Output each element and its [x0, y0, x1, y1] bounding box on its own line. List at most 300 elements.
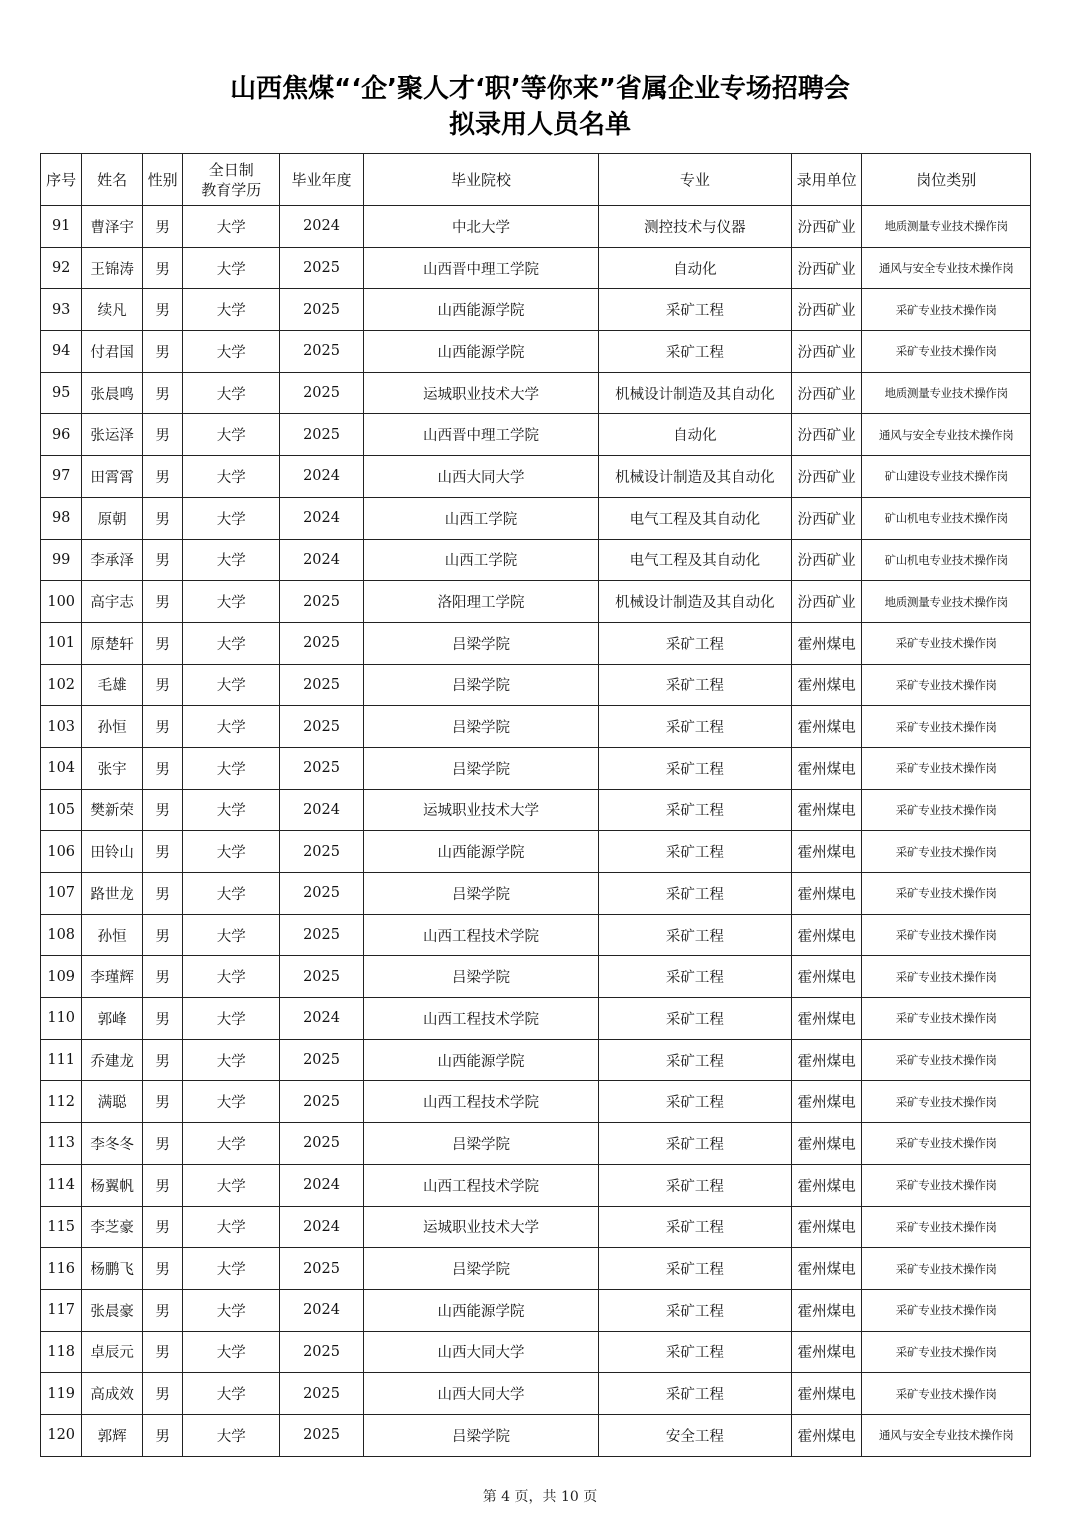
cell-education: 大学: [183, 956, 280, 998]
cell-school: 山西工学院: [363, 497, 598, 539]
cell-grad-year: 2025: [280, 1373, 364, 1415]
cell-post-type: 采矿专业技术操作岗: [862, 1248, 1031, 1290]
cell-major: 安全工程: [599, 1414, 792, 1456]
cell-employer: 汾西矿业: [791, 206, 862, 248]
header-major: 专业: [599, 154, 792, 206]
cell-name: 原楚轩: [82, 622, 143, 664]
cell-grad-year: 2025: [280, 1414, 364, 1456]
cell-index: 109: [41, 956, 82, 998]
cell-post-type: 地质测量专业技术操作岗: [862, 206, 1031, 248]
cell-gender: 男: [142, 1414, 182, 1456]
cell-grad-year: 2025: [280, 331, 364, 373]
cell-grad-year: 2025: [280, 914, 364, 956]
cell-major: 机械设计制造及其自动化: [599, 456, 792, 498]
cell-education: 大学: [183, 456, 280, 498]
cell-index: 103: [41, 706, 82, 748]
cell-school: 山西工学院: [363, 539, 598, 581]
cell-post-type: 采矿专业技术操作岗: [862, 289, 1031, 331]
cell-grad-year: 2025: [280, 873, 364, 915]
cell-post-type: 采矿专业技术操作岗: [862, 914, 1031, 956]
table-row: [41, 539, 1031, 581]
cell-index: 120: [41, 1414, 82, 1456]
table-row: [41, 831, 1031, 873]
cell-employer: 霍州煤电: [791, 1289, 862, 1331]
cell-gender: 男: [142, 1039, 182, 1081]
cell-index: 101: [41, 622, 82, 664]
cell-school: 山西晋中理工学院: [363, 414, 598, 456]
cell-education: 大学: [183, 206, 280, 248]
cell-index: 111: [41, 1039, 82, 1081]
cell-school: 吕梁学院: [363, 1414, 598, 1456]
cell-education: 大学: [183, 1206, 280, 1248]
table-row: [41, 456, 1031, 498]
cell-school: 山西晋中理工学院: [363, 247, 598, 289]
cell-employer: 霍州煤电: [791, 706, 862, 748]
table-row: [41, 747, 1031, 789]
table-row: [41, 1164, 1031, 1206]
cell-gender: 男: [142, 664, 182, 706]
cell-employer: 霍州煤电: [791, 914, 862, 956]
cell-index: 94: [41, 331, 82, 373]
cell-grad-year: 2024: [280, 1289, 364, 1331]
cell-school: 吕梁学院: [363, 1123, 598, 1165]
cell-school: 山西能源学院: [363, 289, 598, 331]
cell-index: 110: [41, 998, 82, 1040]
cell-post-type: 矿山建设专业技术操作岗: [862, 456, 1031, 498]
cell-name: 李瑾辉: [82, 956, 143, 998]
cell-employer: 霍州煤电: [791, 1373, 862, 1415]
cell-index: 112: [41, 1081, 82, 1123]
cell-major: 采矿工程: [599, 706, 792, 748]
cell-grad-year: 2025: [280, 247, 364, 289]
table-row: [41, 914, 1031, 956]
cell-school: 山西工程技术学院: [363, 1081, 598, 1123]
table-row: [41, 956, 1031, 998]
cell-gender: 男: [142, 206, 182, 248]
cell-major: 采矿工程: [599, 1289, 792, 1331]
cell-employer: 霍州煤电: [791, 747, 862, 789]
cell-school: 吕梁学院: [363, 706, 598, 748]
cell-gender: 男: [142, 247, 182, 289]
cell-employer: 霍州煤电: [791, 1081, 862, 1123]
cell-name: 杨翼帆: [82, 1164, 143, 1206]
cell-grad-year: 2024: [280, 456, 364, 498]
cell-grad-year: 2025: [280, 1081, 364, 1123]
cell-post-type: 地质测量专业技术操作岗: [862, 581, 1031, 623]
cell-index: 99: [41, 539, 82, 581]
cell-employer: 霍州煤电: [791, 873, 862, 915]
table-row: [41, 1414, 1031, 1456]
cell-post-type: 地质测量专业技术操作岗: [862, 372, 1031, 414]
cell-education: 大学: [183, 1123, 280, 1165]
cell-post-type: 采矿专业技术操作岗: [862, 789, 1031, 831]
cell-index: 105: [41, 789, 82, 831]
cell-major: 采矿工程: [599, 1206, 792, 1248]
table-row: [41, 331, 1031, 373]
cell-major: 采矿工程: [599, 1123, 792, 1165]
cell-post-type: 采矿专业技术操作岗: [862, 1081, 1031, 1123]
cell-name: 张晨豪: [82, 1289, 143, 1331]
table-row: [41, 247, 1031, 289]
table-row: [41, 706, 1031, 748]
cell-major: 测控技术与仪器: [599, 206, 792, 248]
cell-employer: 汾西矿业: [791, 331, 862, 373]
cell-education: 大学: [183, 372, 280, 414]
cell-employer: 霍州煤电: [791, 1123, 862, 1165]
cell-education: 大学: [183, 664, 280, 706]
cell-grad-year: 2025: [280, 372, 364, 414]
cell-name: 高成效: [82, 1373, 143, 1415]
table-row: [41, 497, 1031, 539]
cell-name: 卓辰元: [82, 1331, 143, 1373]
cell-gender: 男: [142, 622, 182, 664]
cell-education: 大学: [183, 247, 280, 289]
cell-post-type: 通风与安全专业技术操作岗: [862, 1414, 1031, 1456]
cell-education: 大学: [183, 1039, 280, 1081]
cell-education: 大学: [183, 1248, 280, 1290]
cell-name: 孙恒: [82, 706, 143, 748]
cell-post-type: 采矿专业技术操作岗: [862, 331, 1031, 373]
cell-index: 104: [41, 747, 82, 789]
cell-major: 采矿工程: [599, 998, 792, 1040]
cell-post-type: 矿山机电专业技术操作岗: [862, 539, 1031, 581]
cell-index: 98: [41, 497, 82, 539]
table-row: [41, 289, 1031, 331]
header-gender: 性别: [142, 154, 182, 206]
cell-grad-year: 2024: [280, 789, 364, 831]
cell-gender: 男: [142, 1373, 182, 1415]
cell-index: 113: [41, 1123, 82, 1165]
cell-grad-year: 2025: [280, 414, 364, 456]
cell-education: 大学: [183, 914, 280, 956]
cell-index: 116: [41, 1248, 82, 1290]
cell-index: 93: [41, 289, 82, 331]
cell-gender: 男: [142, 1289, 182, 1331]
cell-employer: 汾西矿业: [791, 414, 862, 456]
table-row: [41, 206, 1031, 248]
cell-school: 山西工程技术学院: [363, 914, 598, 956]
cell-post-type: 采矿专业技术操作岗: [862, 956, 1031, 998]
cell-gender: 男: [142, 914, 182, 956]
cell-employer: 霍州煤电: [791, 998, 862, 1040]
cell-name: 乔建龙: [82, 1039, 143, 1081]
table-header-row: [41, 154, 1031, 206]
cell-education: 大学: [183, 289, 280, 331]
cell-education: 大学: [183, 1289, 280, 1331]
cell-gender: 男: [142, 706, 182, 748]
cell-employer: 汾西矿业: [791, 372, 862, 414]
cell-gender: 男: [142, 1248, 182, 1290]
table-row: [41, 414, 1031, 456]
cell-post-type: 采矿专业技术操作岗: [862, 1289, 1031, 1331]
cell-index: 91: [41, 206, 82, 248]
cell-school: 山西工程技术学院: [363, 1164, 598, 1206]
cell-school: 吕梁学院: [363, 1248, 598, 1290]
table-row: [41, 1039, 1031, 1081]
cell-name: 郭辉: [82, 1414, 143, 1456]
cell-post-type: 采矿专业技术操作岗: [862, 831, 1031, 873]
cell-education: 大学: [183, 1164, 280, 1206]
cell-school: 山西大同大学: [363, 456, 598, 498]
cell-post-type: 采矿专业技术操作岗: [862, 1164, 1031, 1206]
cell-major: 采矿工程: [599, 289, 792, 331]
table-row: [41, 372, 1031, 414]
cell-school: 吕梁学院: [363, 664, 598, 706]
cell-major: 电气工程及其自动化: [599, 539, 792, 581]
cell-index: 115: [41, 1206, 82, 1248]
cell-school: 吕梁学院: [363, 622, 598, 664]
cell-grad-year: 2024: [280, 497, 364, 539]
cell-name: 路世龙: [82, 873, 143, 915]
cell-name: 田霄霄: [82, 456, 143, 498]
cell-name: 张宇: [82, 747, 143, 789]
cell-post-type: 采矿专业技术操作岗: [862, 747, 1031, 789]
cell-post-type: 采矿专业技术操作岗: [862, 1373, 1031, 1415]
cell-name: 樊新荣: [82, 789, 143, 831]
cell-grad-year: 2025: [280, 1123, 364, 1165]
cell-post-type: 采矿专业技术操作岗: [862, 664, 1031, 706]
cell-education: 大学: [183, 1081, 280, 1123]
table-row: [41, 873, 1031, 915]
page-title: 山西焦煤“‘企’聚人才‘职’等你来”省属企业专场招聘会: [230, 74, 850, 104]
cell-post-type: 采矿专业技术操作岗: [862, 706, 1031, 748]
cell-gender: 男: [142, 831, 182, 873]
cell-employer: 汾西矿业: [791, 289, 862, 331]
cell-education: 大学: [183, 1331, 280, 1373]
cell-name: 毛雄: [82, 664, 143, 706]
cell-post-type: 采矿专业技术操作岗: [862, 873, 1031, 915]
cell-grad-year: 2025: [280, 831, 364, 873]
cell-employer: 汾西矿业: [791, 456, 862, 498]
cell-gender: 男: [142, 956, 182, 998]
cell-education: 大学: [183, 789, 280, 831]
cell-employer: 汾西矿业: [791, 497, 862, 539]
table-row: [41, 1206, 1031, 1248]
cell-name: 田铃山: [82, 831, 143, 873]
cell-gender: 男: [142, 789, 182, 831]
cell-employer: 霍州煤电: [791, 1331, 862, 1373]
cell-school: 山西能源学院: [363, 831, 598, 873]
cell-employer: 霍州煤电: [791, 956, 862, 998]
cell-employer: 汾西矿业: [791, 247, 862, 289]
cell-school: 运城职业技术大学: [363, 789, 598, 831]
cell-major: 采矿工程: [599, 873, 792, 915]
cell-employer: 汾西矿业: [791, 539, 862, 581]
cell-major: 自动化: [599, 247, 792, 289]
cell-post-type: 通风与安全专业技术操作岗: [862, 414, 1031, 456]
cell-grad-year: 2024: [280, 998, 364, 1040]
cell-gender: 男: [142, 456, 182, 498]
cell-education: 大学: [183, 706, 280, 748]
cell-gender: 男: [142, 1081, 182, 1123]
header-grad-year: 毕业年度: [280, 154, 364, 206]
cell-index: 97: [41, 456, 82, 498]
table-row: [41, 664, 1031, 706]
cell-name: 杨鹏飞: [82, 1248, 143, 1290]
cell-index: 95: [41, 372, 82, 414]
cell-employer: 霍州煤电: [791, 1164, 862, 1206]
cell-name: 高宇志: [82, 581, 143, 623]
cell-employer: 霍州煤电: [791, 622, 862, 664]
cell-name: 郭峰: [82, 998, 143, 1040]
cell-major: 机械设计制造及其自动化: [599, 581, 792, 623]
page-subtitle: 拟录用人员名单: [448, 110, 631, 140]
cell-name: 李承泽: [82, 539, 143, 581]
cell-post-type: 采矿专业技术操作岗: [862, 1206, 1031, 1248]
cell-education: 大学: [183, 331, 280, 373]
cell-gender: 男: [142, 497, 182, 539]
cell-gender: 男: [142, 372, 182, 414]
cell-education: 大学: [183, 414, 280, 456]
cell-grad-year: 2025: [280, 747, 364, 789]
cell-grad-year: 2024: [280, 206, 364, 248]
cell-index: 100: [41, 581, 82, 623]
table-row: [41, 581, 1031, 623]
cell-name: 孙恒: [82, 914, 143, 956]
cell-major: 自动化: [599, 414, 792, 456]
cell-grad-year: 2025: [280, 622, 364, 664]
cell-major: 采矿工程: [599, 622, 792, 664]
cell-major: 采矿工程: [599, 1039, 792, 1081]
cell-index: 102: [41, 664, 82, 706]
table-row: [41, 1331, 1031, 1373]
table-row: [41, 1123, 1031, 1165]
cell-gender: 男: [142, 581, 182, 623]
cell-gender: 男: [142, 331, 182, 373]
cell-index: 117: [41, 1289, 82, 1331]
cell-grad-year: 2024: [280, 1206, 364, 1248]
cell-school: 运城职业技术大学: [363, 372, 598, 414]
header-education: 全日制 教育学历: [183, 154, 280, 206]
cell-gender: 男: [142, 1206, 182, 1248]
cell-gender: 男: [142, 998, 182, 1040]
cell-education: 大学: [183, 873, 280, 915]
cell-gender: 男: [142, 1164, 182, 1206]
cell-index: 107: [41, 873, 82, 915]
cell-grad-year: 2025: [280, 1331, 364, 1373]
cell-major: 采矿工程: [599, 1331, 792, 1373]
cell-education: 大学: [183, 622, 280, 664]
cell-name: 张运泽: [82, 414, 143, 456]
page-footer: 第 4 页，共 10 页: [482, 1489, 598, 1505]
table-row: [41, 622, 1031, 664]
cell-index: 119: [41, 1373, 82, 1415]
cell-major: 采矿工程: [599, 956, 792, 998]
cell-post-type: 采矿专业技术操作岗: [862, 1039, 1031, 1081]
cell-gender: 男: [142, 1123, 182, 1165]
table-row: [41, 1289, 1031, 1331]
cell-education: 大学: [183, 1373, 280, 1415]
table-row: [41, 1373, 1031, 1415]
header-post-type: 岗位类别: [862, 154, 1031, 206]
header-index: 序号: [41, 154, 82, 206]
cell-education: 大学: [183, 539, 280, 581]
cell-grad-year: 2024: [280, 539, 364, 581]
cell-education: 大学: [183, 747, 280, 789]
candidate-table: [40, 153, 1031, 1457]
cell-gender: 男: [142, 873, 182, 915]
cell-school: 山西大同大学: [363, 1373, 598, 1415]
cell-name: 付君国: [82, 331, 143, 373]
cell-employer: 霍州煤电: [791, 1248, 862, 1290]
cell-major: 采矿工程: [599, 1248, 792, 1290]
cell-grad-year: 2025: [280, 1248, 364, 1290]
table-row: [41, 998, 1031, 1040]
cell-name: 张晨鸣: [82, 372, 143, 414]
cell-education: 大学: [183, 1414, 280, 1456]
cell-major: 采矿工程: [599, 831, 792, 873]
cell-school: 中北大学: [363, 206, 598, 248]
table-row: [41, 1081, 1031, 1123]
cell-gender: 男: [142, 289, 182, 331]
cell-major: 采矿工程: [599, 1164, 792, 1206]
cell-index: 108: [41, 914, 82, 956]
cell-grad-year: 2025: [280, 664, 364, 706]
cell-gender: 男: [142, 539, 182, 581]
cell-education: 大学: [183, 581, 280, 623]
cell-school: 山西能源学院: [363, 1039, 598, 1081]
cell-name: 李芝豪: [82, 1206, 143, 1248]
header-school: 毕业院校: [363, 154, 598, 206]
cell-major: 电气工程及其自动化: [599, 497, 792, 539]
cell-index: 106: [41, 831, 82, 873]
cell-gender: 男: [142, 1331, 182, 1373]
cell-school: 山西能源学院: [363, 1289, 598, 1331]
cell-name: 续凡: [82, 289, 143, 331]
cell-employer: 霍州煤电: [791, 1039, 862, 1081]
cell-name: 满聪: [82, 1081, 143, 1123]
table-row: [41, 789, 1031, 831]
cell-school: 吕梁学院: [363, 956, 598, 998]
cell-school: 山西工程技术学院: [363, 998, 598, 1040]
cell-school: 山西能源学院: [363, 331, 598, 373]
cell-gender: 男: [142, 747, 182, 789]
cell-name: 曹泽宇: [82, 206, 143, 248]
cell-post-type: 通风与安全专业技术操作岗: [862, 247, 1031, 289]
table-row: [41, 1248, 1031, 1290]
cell-post-type: 矿山机电专业技术操作岗: [862, 497, 1031, 539]
cell-employer: 霍州煤电: [791, 1206, 862, 1248]
cell-name: 李冬冬: [82, 1123, 143, 1165]
cell-major: 采矿工程: [599, 914, 792, 956]
cell-major: 采矿工程: [599, 747, 792, 789]
cell-major: 采矿工程: [599, 331, 792, 373]
cell-employer: 汾西矿业: [791, 581, 862, 623]
header-employer: 录用单位: [791, 154, 862, 206]
cell-education: 大学: [183, 831, 280, 873]
cell-post-type: 采矿专业技术操作岗: [862, 998, 1031, 1040]
cell-school: 吕梁学院: [363, 747, 598, 789]
cell-school: 山西大同大学: [363, 1331, 598, 1373]
cell-major: 采矿工程: [599, 1081, 792, 1123]
cell-major: 采矿工程: [599, 789, 792, 831]
cell-major: 机械设计制造及其自动化: [599, 372, 792, 414]
cell-grad-year: 2025: [280, 581, 364, 623]
cell-grad-year: 2025: [280, 706, 364, 748]
cell-school: 运城职业技术大学: [363, 1206, 598, 1248]
cell-post-type: 采矿专业技术操作岗: [862, 1123, 1031, 1165]
cell-post-type: 采矿专业技术操作岗: [862, 1331, 1031, 1373]
cell-grad-year: 2025: [280, 956, 364, 998]
cell-name: 王锦涛: [82, 247, 143, 289]
cell-major: 采矿工程: [599, 1373, 792, 1415]
cell-index: 92: [41, 247, 82, 289]
cell-employer: 霍州煤电: [791, 664, 862, 706]
cell-school: 吕梁学院: [363, 873, 598, 915]
cell-education: 大学: [183, 998, 280, 1040]
cell-grad-year: 2025: [280, 289, 364, 331]
header-name: 姓名: [82, 154, 143, 206]
